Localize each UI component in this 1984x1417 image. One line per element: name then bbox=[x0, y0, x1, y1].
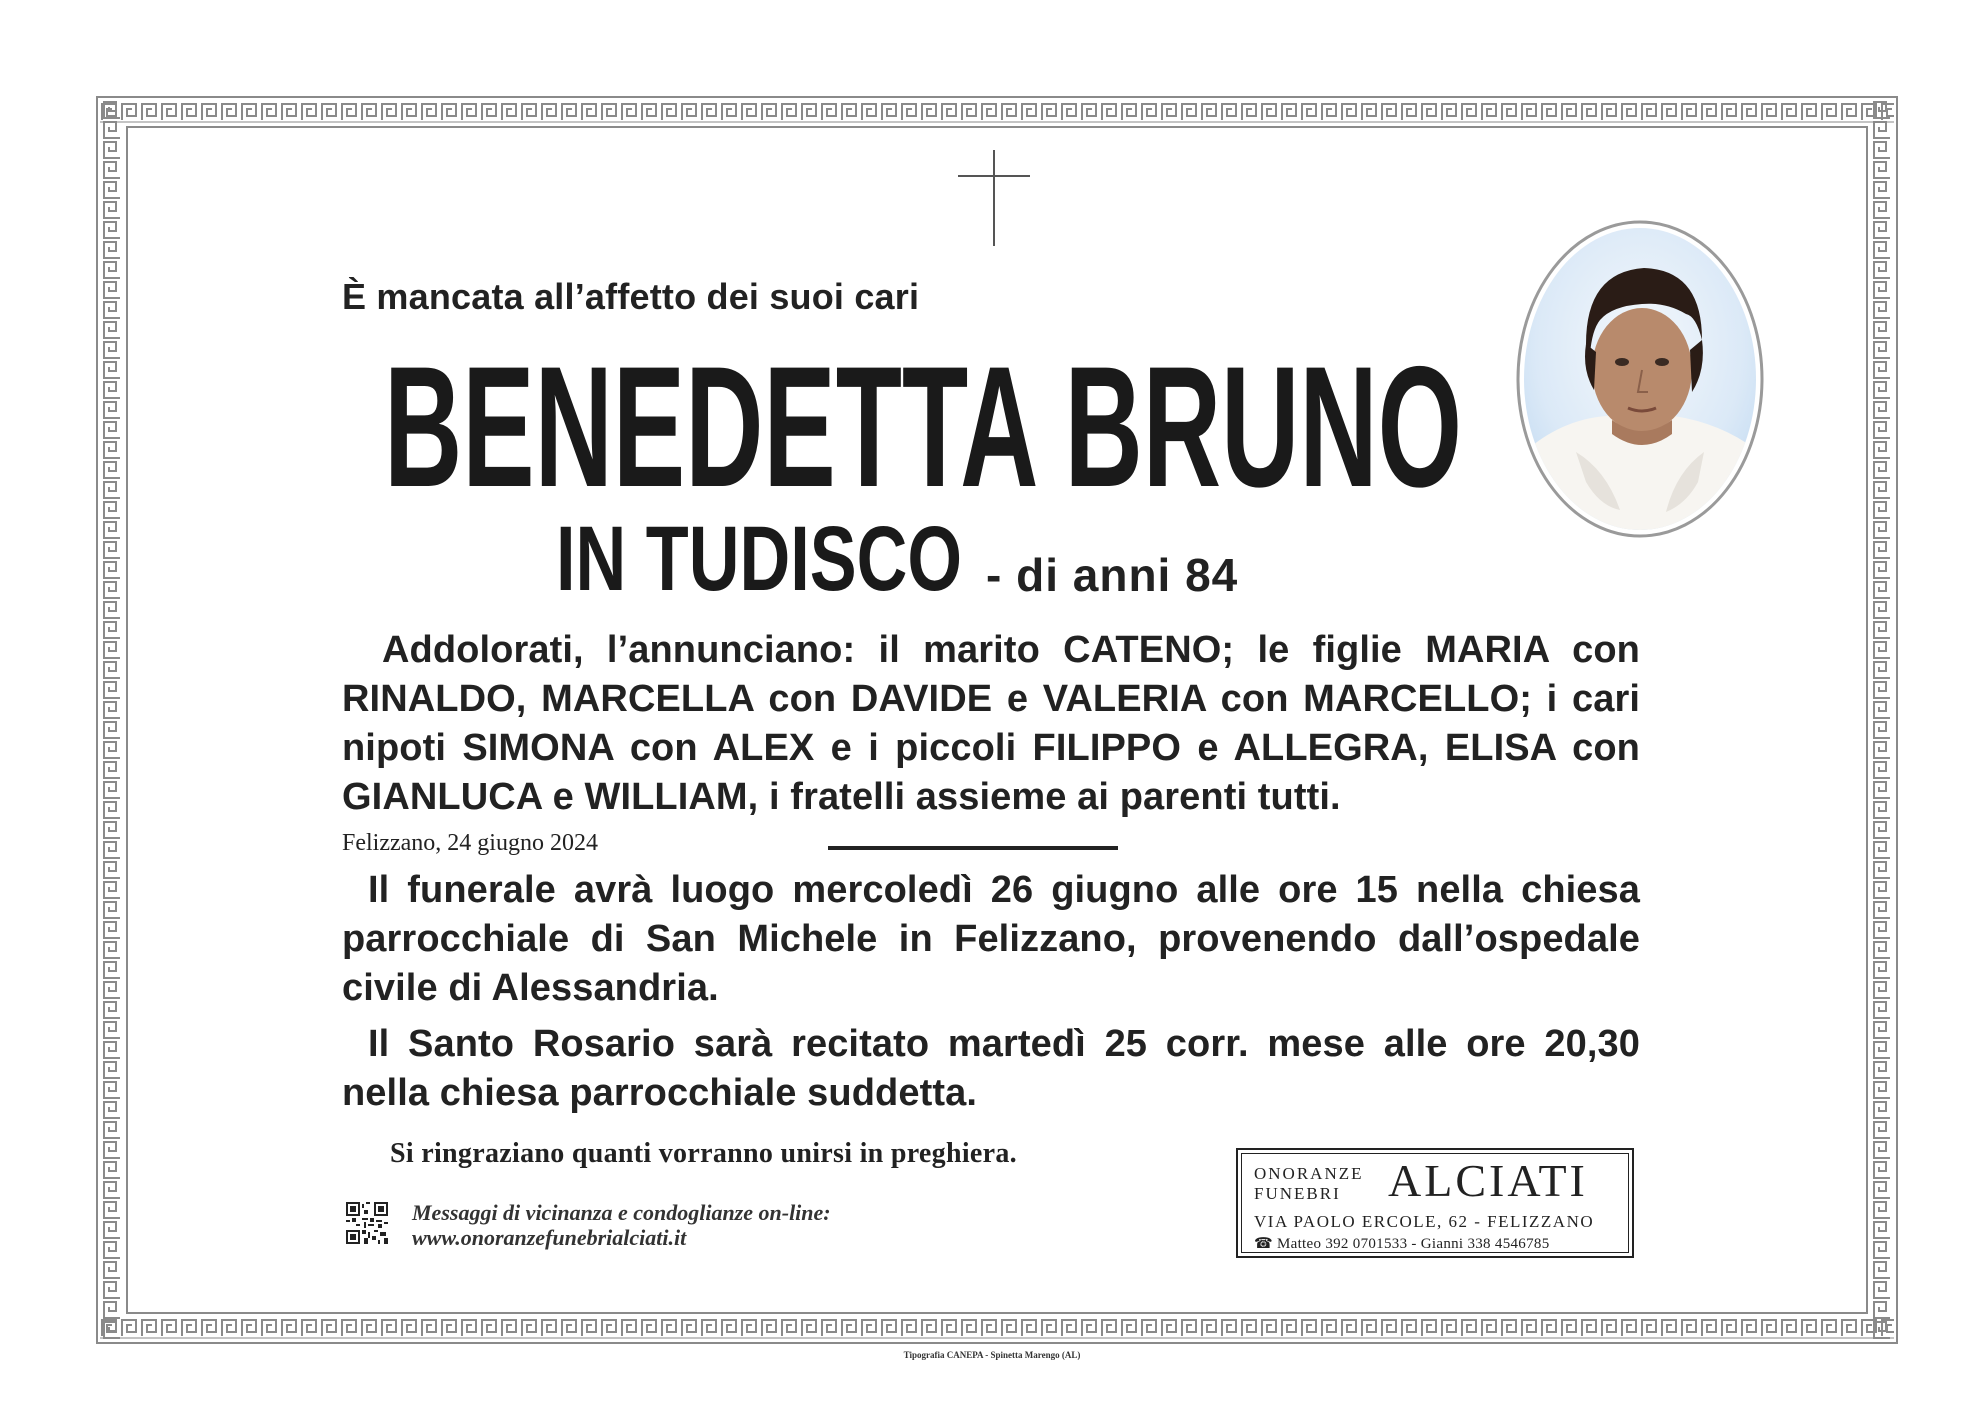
agency-label-line1: ONORANZE bbox=[1254, 1164, 1364, 1183]
age-text: - di anni 84 bbox=[986, 549, 1239, 601]
agency-name: ALCIATI bbox=[1388, 1155, 1588, 1206]
divider bbox=[828, 846, 1118, 850]
svg-text:BENEDETTA BRUNO: BENEDETTA BRUNO bbox=[384, 338, 1462, 518]
cross-icon bbox=[958, 150, 1030, 246]
agency-label-line2: FUNEBRI bbox=[1254, 1184, 1341, 1203]
border-right bbox=[1870, 100, 1894, 1340]
border-top bbox=[100, 100, 1894, 124]
agency-address: VIA PAOLO ERCOLE, 62 - FELIZZANO bbox=[1254, 1212, 1595, 1231]
online-caption: Messaggi di vicinanza e condoglianze on-line: bbox=[412, 1200, 831, 1225]
phone-icon: ☎ bbox=[1254, 1236, 1273, 1252]
border-left bbox=[100, 100, 124, 1340]
portrait-photo bbox=[1516, 220, 1764, 538]
website-link[interactable]: www.onoranzefunebrialciati.it bbox=[412, 1225, 687, 1250]
funeral-agency-box bbox=[1236, 1148, 1634, 1258]
intro-text: È mancata all’affetto dei suoi cari bbox=[342, 276, 920, 317]
thanks-line: Si ringraziano quanti vorranno unirsi in preghiera. bbox=[390, 1138, 1017, 1169]
announcement-paragraph: Addolorati, l’annunciano: il marito CATENO; le figlie MARIA con RINALDO, MARCELLA con DAVIDE e VALERIA con MARCELLO; i cari nipoti SIMONA con ALEX e i piccoli FILIPPO e ALLEGRA, ELISA con GIANLUCA e WILLIAM, i fratelli assieme ai parenti tutti. bbox=[342, 629, 1640, 818]
rosary-paragraph: Il Santo Rosario sarà recitato martedì 25 corr. mese alle ore 20,30 nella chiesa parrocchiale suddetta. bbox=[342, 1023, 1640, 1114]
agency-phones[interactable]: Matteo 392 0701533 - Gianni 338 4546785 bbox=[1276, 1236, 1550, 1252]
married-name bbox=[556, 512, 976, 602]
border-bottom bbox=[100, 1316, 1894, 1340]
agency-label bbox=[1254, 1164, 1364, 1204]
printer-credit: Tipografia CANEPA - Spinetta Marengo (AL) bbox=[903, 1350, 1081, 1360]
place-date: Felizzano, 24 giugno 2024 bbox=[342, 830, 598, 856]
agency-phones-row bbox=[1254, 1234, 1550, 1253]
qr-code-icon[interactable] bbox=[346, 1202, 388, 1244]
online-condolences bbox=[412, 1200, 831, 1250]
funeral-paragraph: Il funerale avrà luogo mercoledì 26 giugno alle ore 15 nella chiesa parrocchiale di San Michele in Felizzano, provenendo dall’ospedale civile di Alessandria. bbox=[342, 869, 1640, 1009]
deceased-name bbox=[384, 338, 1464, 518]
svg-text:IN TUDISCO: IN TUDISCO bbox=[556, 512, 962, 602]
